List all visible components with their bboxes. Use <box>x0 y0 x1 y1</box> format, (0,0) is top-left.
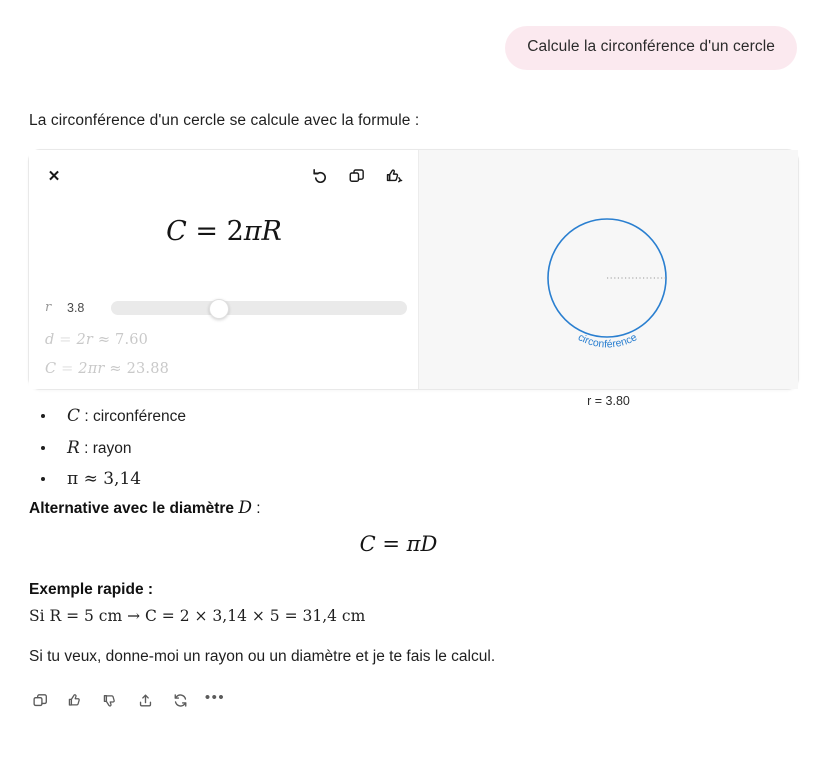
list-item <box>29 406 186 427</box>
assistant-intro-text: La circonférence d'un cercle se calcule avec la formule : <box>29 112 420 129</box>
derived-d-expression: 2r <box>76 332 94 348</box>
example-line: Si R = 5 cm → C = 2 × 3,14 × 5 = 31,4 cm <box>29 607 366 625</box>
alt-heading-colon: : <box>252 500 261 517</box>
slider-value-label: 3.8 <box>67 300 85 315</box>
formula-c: C <box>166 216 187 247</box>
alt-heading-text: Alternative avec le diamètre <box>29 500 239 517</box>
derived-c-expression: 2πr <box>78 361 105 377</box>
derived-circumference-line <box>45 361 169 377</box>
slider-variable-label: r <box>45 300 52 315</box>
reset-icon[interactable] <box>307 163 333 189</box>
radius-slider[interactable] <box>111 301 407 315</box>
formula-pi: π <box>243 216 262 247</box>
more-icon[interactable]: ••• <box>204 688 226 706</box>
share-icon[interactable] <box>132 687 158 713</box>
derived-d-value: 7.60 <box>115 332 149 348</box>
thumbs-down-icon[interactable] <box>97 687 123 713</box>
user-message-bubble: Calcule la circonférence d'un cercle <box>505 26 797 70</box>
circle-diagram <box>419 150 798 389</box>
def-symbol-c: C <box>67 406 81 426</box>
copy-icon[interactable] <box>27 687 53 713</box>
widget-controls-panel <box>29 150 419 389</box>
derived-d-approx: ≈ <box>97 332 111 348</box>
formula-equals: = <box>195 216 218 247</box>
def-text-r: : rayon <box>84 439 132 457</box>
derived-c-symbol: C <box>45 361 57 377</box>
list-item <box>29 438 186 459</box>
definition-list <box>29 406 186 501</box>
alternative-heading <box>29 498 261 518</box>
derived-c-value: 23.88 <box>126 361 170 377</box>
widget-diagram-panel <box>419 150 798 408</box>
formula-r: R <box>261 216 282 247</box>
derived-d-equals: = <box>59 332 72 348</box>
formula-two: 2 <box>226 216 244 247</box>
widget-toolbar <box>307 163 407 189</box>
widget-main-formula <box>29 216 419 247</box>
regenerate-icon[interactable] <box>167 687 193 713</box>
def-text-c: : circonférence <box>84 408 186 425</box>
derived-c-approx: ≈ <box>109 361 122 377</box>
thumbs-up-icon[interactable] <box>62 687 88 713</box>
slider-thumb[interactable] <box>209 299 229 319</box>
derived-c-equals: = <box>61 361 74 377</box>
example-heading: Exemple rapide : <box>29 581 154 598</box>
list-item <box>29 469 186 490</box>
closing-text: Si tu veux, donne-moi un rayon ou un diamètre et je te fais le calcul. <box>29 648 496 665</box>
copy-icon[interactable] <box>344 163 370 189</box>
interactive-formula-widget <box>28 149 799 408</box>
close-icon[interactable]: ✕ <box>47 167 61 185</box>
alternative-formula: C = πD <box>359 532 438 556</box>
alt-heading-symbol: D <box>238 498 252 518</box>
radius-slider-row <box>42 300 407 315</box>
def-symbol-pi: π ≈ 3,14 <box>67 469 142 490</box>
circumference-label: circonférence <box>575 331 640 351</box>
derived-diameter-line <box>45 332 148 348</box>
radius-value-label: r = 3.80 <box>587 394 630 408</box>
derived-d-symbol: d <box>45 332 55 348</box>
message-action-bar <box>27 684 228 716</box>
user-message-row <box>0 26 797 70</box>
feedback-icon[interactable] <box>381 163 407 189</box>
def-symbol-r: R <box>67 437 80 458</box>
